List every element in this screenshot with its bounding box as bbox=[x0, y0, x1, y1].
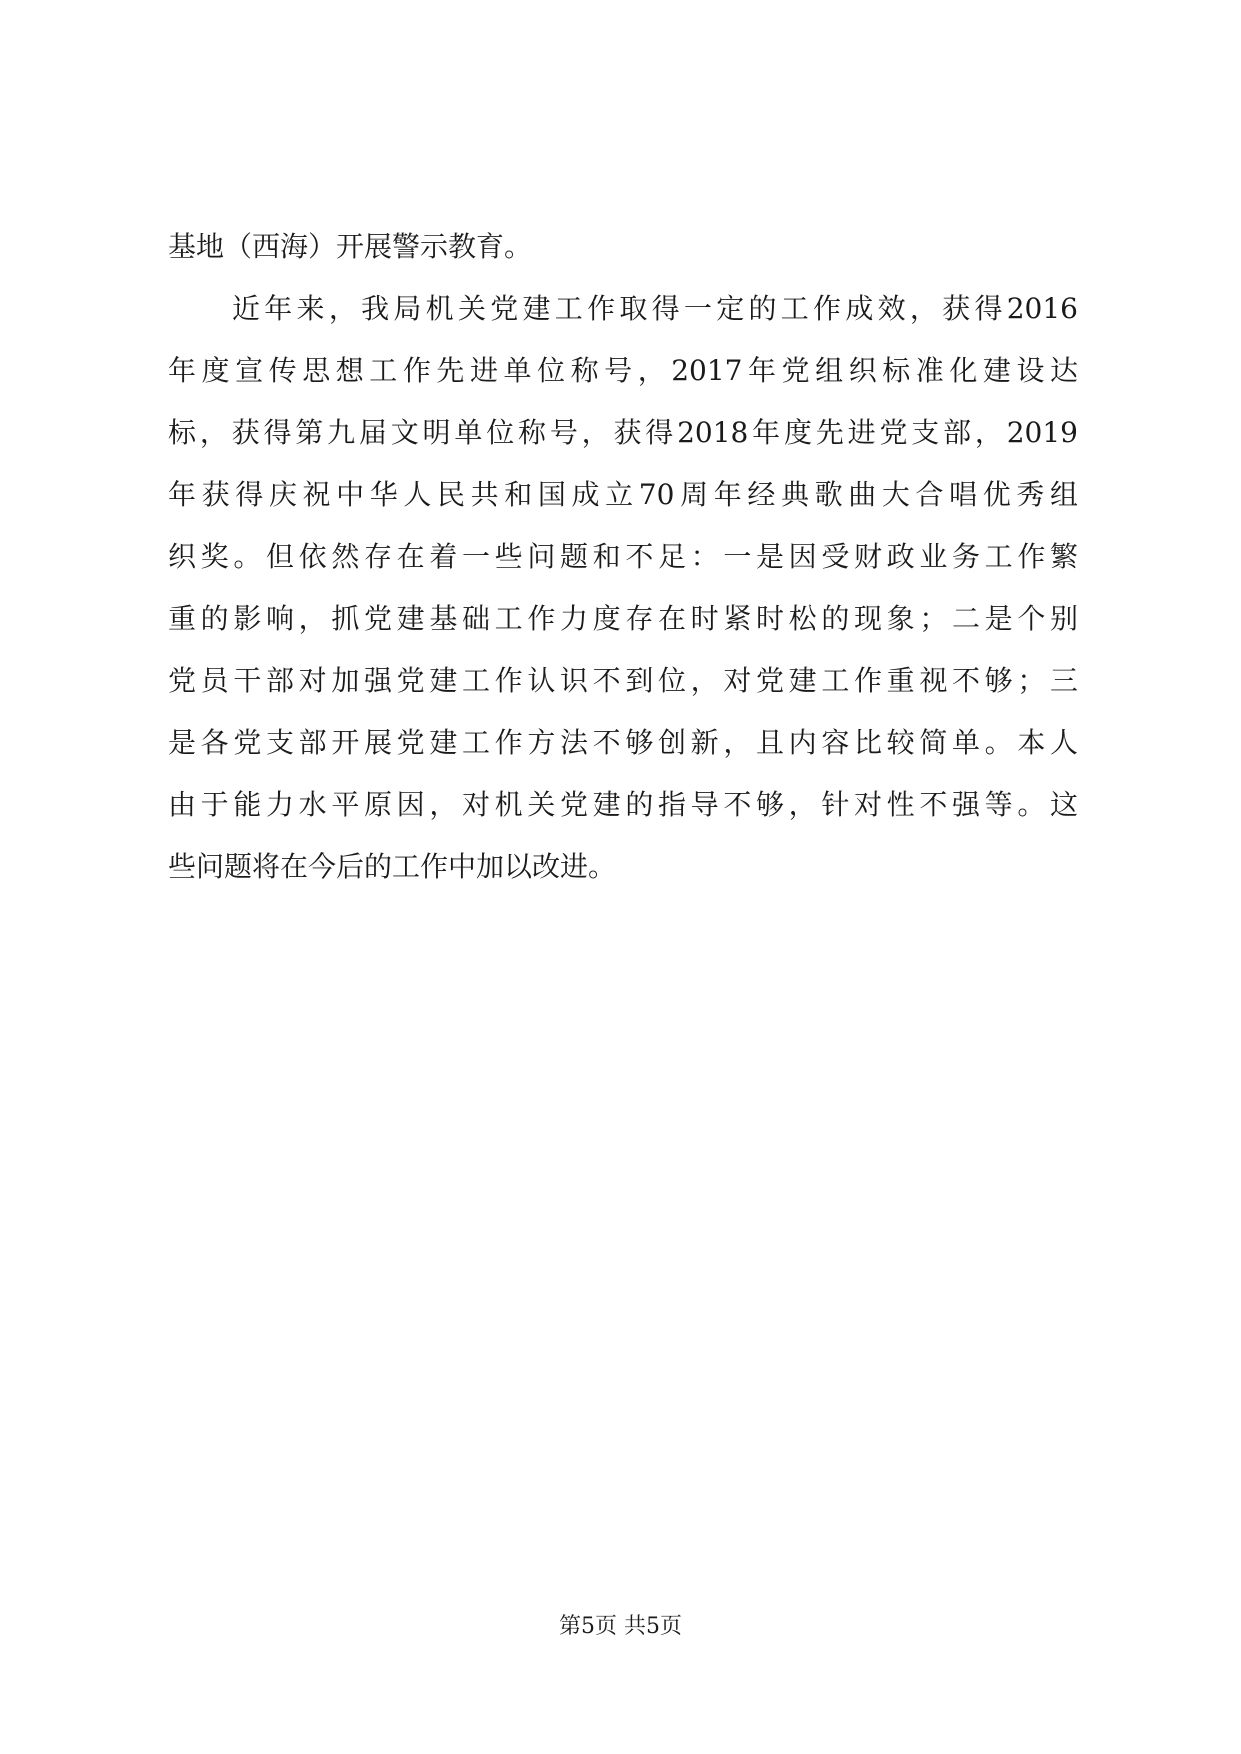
text-line-6: 织奖。但依然存在着一些问题和不足：一是因受财政业务工作繁 bbox=[168, 540, 1078, 573]
text-line-4: 标，获得第九届文明单位称号，获得2018年度先进党支部，2019 bbox=[168, 416, 1078, 449]
text-line-9: 是各党支部开展党建工作方法不够创新，且内容比较简单。本人 bbox=[168, 726, 1078, 759]
body-text bbox=[168, 216, 1078, 898]
text-line-11: 些问题将在今后的工作中加以改进。 bbox=[168, 850, 617, 883]
text-line-7: 重的影响，抓党建基础工作力度存在时紧时松的现象；二是个别 bbox=[168, 602, 1078, 635]
text-line-2: 近年来，我局机关党建工作取得一定的工作成效，获得2016 bbox=[232, 292, 1078, 325]
text-line-1: 基地（西海）开展警示教育。 bbox=[168, 230, 533, 263]
text-line-3: 年度宣传思想工作先进单位称号，2017年党组织标准化建设达 bbox=[168, 354, 1078, 387]
text-line-5: 年获得庆祝中华人民共和国成立70周年经典歌曲大合唱优秀组 bbox=[168, 478, 1078, 511]
text-line-10: 由于能力水平原因，对机关党建的指导不够，针对性不强等。这 bbox=[168, 788, 1078, 821]
text-line-8: 党员干部对加强党建工作认识不到位，对党建工作重视不够；三 bbox=[168, 664, 1078, 697]
page-number: 第5页 共5页 bbox=[559, 1614, 682, 1639]
